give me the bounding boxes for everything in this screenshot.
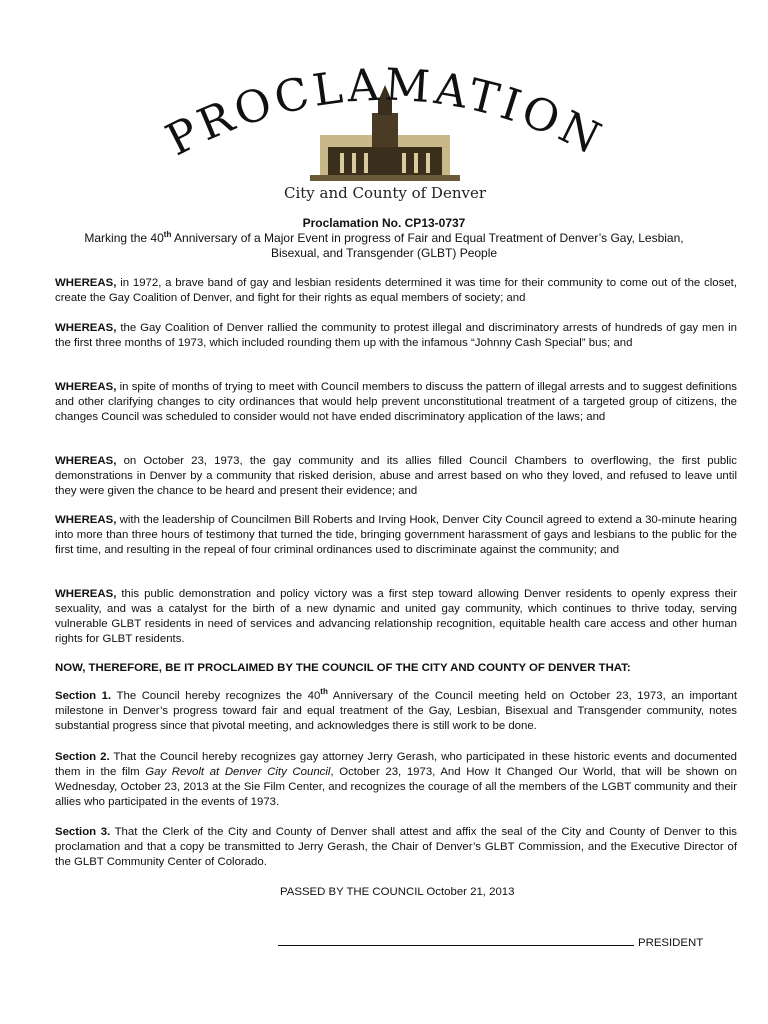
whereas-clause-4: WHEREAS, on October 23, 1973, the gay community and its allies filled Council Chambers to overflowing, the first public demonstrations in Denver by a community that risked derision, abuse and arrest based on who they loved, and refused to leave until they were given the chance to be heard and present their evidence; and xyxy=(55,455,737,497)
whereas-clause-2: WHEREAS, the Gay Coalition of Denver rallied the community to protest illegal and discriminatory arrests of hundreds of gay men in the first three months of 1973, which included rounding them up with the infamous “Johnny Cash Special” bus; and xyxy=(55,322,737,349)
subtitle-line-2: Bisexual, and Transgender (GLBT) People xyxy=(270,246,498,260)
banner-title: PROCLAMATION xyxy=(158,59,612,167)
signature-role: PRESIDENT xyxy=(638,937,704,949)
section-2: Section 2. That the Council hereby recognizes gay attorney Jerry Gerash, who participated in these historic events and documented them in the film Gay Revolt at Denver City Council, October 23, 1973, And How It Changed Our World, that will be shown on Wednesday, October 23, 2013 at the Sie Film Center, and recognizes the courage of all the members of the LGBT community and their allies who participated in the events of 1973. xyxy=(55,751,738,808)
city-building-emblem xyxy=(150,55,620,205)
whereas-clause-3: WHEREAS, in spite of months of trying to meet with Council members to discuss the pattern of illegal arrests and to suggest definitions and other clarifying changes to city ordinances that would help prevent unconstitutional treatment of a targeted group of citizens, the changes Council was scheduled to consider would not have ended discriminatory application of the laws; and xyxy=(55,381,737,423)
proclamation-logo xyxy=(150,55,620,205)
proclamation-number: Proclamation No. CP13-0737 xyxy=(302,216,466,230)
whereas-clause-6: WHEREAS, this public demonstration and policy victory was a first step toward allowing Denver residents to openly express their sexuality, and was a catalyst for the birth of a new dynamic and united gay community, which continues to thrive today, serving vulnerable GLBT residents in need of services and advancing relationship recognition, equitable health care access and other human rights for GLBT residents. xyxy=(55,588,737,645)
film-title: Gay Revolt at Denver City Council xyxy=(145,766,331,778)
passed-statement: PASSED BY THE COUNCIL October 21, 2013 xyxy=(280,886,515,898)
whereas-clause-5: WHEREAS, with the leadership of Councilmen Bill Roberts and Irving Hook, Denver City Council agreed to extend a 30-minute hearing into more than three hours of testimony that turned the tide, bringing government harassment of gays and lesbians to the public for the first time, and resulting in the repeal of four criminal ordinances used to discriminate against the community; and xyxy=(55,514,737,556)
city-caption: City and County of Denver xyxy=(283,184,487,202)
signature-line xyxy=(278,934,703,949)
now-therefore-heading: NOW, THEREFORE, BE IT PROCLAIMED BY THE COUNCIL OF THE CITY AND COUNTY OF DENVER THAT: xyxy=(55,662,631,674)
section-1: Section 1. The Council hereby recognizes the 40th Anniversary of the Council meeting held on October 23, 1973, an important milestone in Denver’s progress toward fair and equal treatment of the Gay, Lesbian, Bisexual and Transgender community, notes substantial progress since that pivotal meeting, and acknowledges there is still work to be done. xyxy=(55,687,737,732)
subtitle-line-1: Marking the 40th Anniversary of a Major Event in progress of Fair and Equal Treatment of Denver’s Gay, Lesbian, xyxy=(84,230,684,245)
section-3: Section 3. That the Clerk of the City and County of Denver shall attest and affix the seal of the City and County of Denver to this proclamation and that a copy be transmitted to Jerry Gerash, the Chair of Denver’s GLBT Commission, and the Executive Director of the GLBT Community Center of Colorado. xyxy=(55,826,737,868)
whereas-clause-1: WHEREAS, in 1972, a brave band of gay and lesbian residents determined it was time for their community to come out of the closet, create the Gay Coalition of Denver, and fight for their rights as equal members of society; and xyxy=(55,277,737,304)
signature-blank xyxy=(278,934,634,946)
